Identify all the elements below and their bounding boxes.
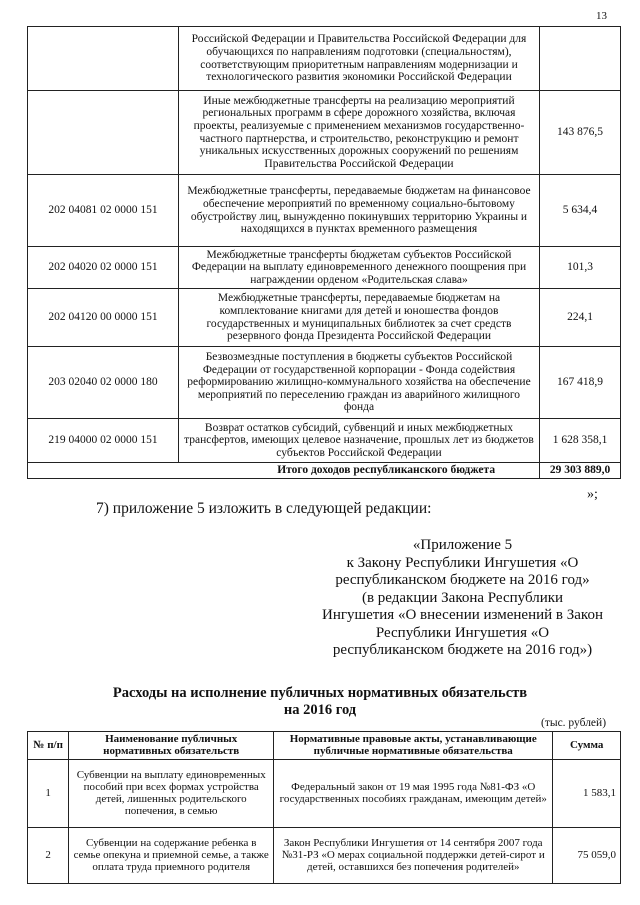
obligation-sum: 75 059,0 xyxy=(553,827,621,883)
table-header-row xyxy=(28,732,621,760)
page-number: 13 xyxy=(596,10,607,22)
income-description: Российской Федерации и Правительства Российской Федерации для обучающихся по направлениям подготовки (специальностям), соответствующим приоритетным направлениям модернизации и технологического развития экономики Российской Федерации xyxy=(178,27,539,91)
total-label: Итого доходов республиканского бюджета xyxy=(28,463,540,479)
table-row xyxy=(28,827,621,883)
table-row xyxy=(28,91,621,175)
units-label: (тыс. рублей) xyxy=(541,717,607,729)
income-description: Межбюджетные трансферты, передаваемые бюджетам на комплектование книгами для детей и юношества фондов государственных и муниципальных библиотек за счет средств резервного фонда Президента Российской Федерации xyxy=(178,289,539,347)
table-row xyxy=(28,289,621,347)
section-title-line: на 2016 год xyxy=(283,702,357,718)
section-title xyxy=(0,685,640,719)
appendix-header xyxy=(300,537,625,660)
income-amount: 224,1 xyxy=(540,289,621,347)
section-title-line: Расходы на исполнение публичных нормативных обязательств xyxy=(112,685,528,701)
header-name: Наименование публичных нормативных обязательств xyxy=(69,732,274,760)
obligation-name: Субвенции на выплату единовременных пособий при всех формах устройства детей, лишенных родительского попечения, в семью xyxy=(69,759,274,827)
row-num: 2 xyxy=(28,827,69,883)
income-amount: 167 418,9 xyxy=(540,347,621,419)
income-description: Иные межбюджетные трансферты на реализацию мероприятий региональных программ в сфере дорожного хозяйства, включая проекты, реализуемые с применением механизмов государственно-частного партнерства, и строительство, реконструкцию и ремонт уникальных искусственных дорожных сооружений по решениям Правительства Российской Федерации xyxy=(178,91,539,175)
budget-code: 219 04000 02 0000 151 xyxy=(28,419,179,463)
income-description: Возврат остатков субсидий, субвенций и иных межбюджетных трансфертов, имеющих целевое назначение, прошлых лет из бюджетов субъектов Российской Федерации xyxy=(178,419,539,463)
legal-acts: Закон Республики Ингушетия от 14 сентября 2007 года №31-РЗ «О мерах социальной поддержки детей-сирот и детей, оставшихся без попечения родителей» xyxy=(274,827,553,883)
budget-code: 203 02040 02 0000 180 xyxy=(28,347,179,419)
table-row xyxy=(28,27,621,91)
income-amount: 1 628 358,1 xyxy=(540,419,621,463)
total-amount: 29 303 889,0 xyxy=(540,463,621,479)
budget-code: 202 04120 00 0000 151 xyxy=(28,289,179,347)
total-row xyxy=(28,463,621,479)
income-table xyxy=(27,26,621,479)
appendix-line: к Закону Республики Ингушетия «О xyxy=(346,554,579,571)
budget-code xyxy=(28,91,179,175)
appendix-line: республиканском бюджете на 2016 год» xyxy=(335,572,590,588)
header-acts: Нормативные правовые акты, устанавливающие публичные нормативные обязательства xyxy=(274,732,553,760)
budget-code xyxy=(28,27,179,91)
table-row xyxy=(28,247,621,289)
legal-acts: Федеральный закон от 19 мая 1995 года №81-ФЗ «О государственных пособиях гражданам, имеющим детей» xyxy=(274,759,553,827)
header-num: № п/п xyxy=(28,732,69,760)
table-row xyxy=(28,175,621,247)
income-amount: 5 634,4 xyxy=(540,175,621,247)
budget-code: 202 04020 02 0000 151 xyxy=(28,247,179,289)
income-description: Межбюджетные трансферты бюджетам субъектов Российской Федерации на выплату единовременного денежного поощрения при награждении орденом «Родительская слава» xyxy=(178,247,539,289)
table-row xyxy=(28,347,621,419)
appendix-line: «Приложение 5 xyxy=(412,537,513,553)
income-amount: 143 876,5 xyxy=(540,91,621,175)
appendix-line: Ингушетия «О внесении изменений в Закон xyxy=(322,607,603,623)
row-num: 1 xyxy=(28,759,69,827)
obligation-name: Субвенции на содержание ребенка в семье опекуна и приемной семье, а также оплата труда приемного родителя xyxy=(69,827,274,883)
income-description: Безвозмездные поступления в бюджеты субъектов Российской Федерации от государственной корпорации - Фонда содействия реформированию жилищно-коммунального хозяйства на обеспечение мероприятий по переселению граждан из аварийного жилищного фонда xyxy=(178,347,539,419)
appendix-line: Республики Ингушетия «О xyxy=(375,624,550,641)
income-amount: 101,3 xyxy=(540,247,621,289)
budget-code: 202 04081 02 0000 151 xyxy=(28,175,179,247)
table-row xyxy=(28,759,621,827)
table-row xyxy=(28,419,621,463)
closing-quote: »; xyxy=(587,487,598,502)
appendix-line: республиканском бюджете на 2016 год») xyxy=(332,642,593,658)
obligations-table xyxy=(27,731,621,884)
amendment-instruction: 7) приложение 5 изложить в следующей редакции: xyxy=(96,500,432,517)
income-amount xyxy=(540,27,621,91)
header-sum: Сумма xyxy=(553,732,621,760)
income-description: Межбюджетные трансферты, передаваемые бюджетам на финансовое обеспечение мероприятий по временному социально-бытовому обустройству лиц, вынужденно покинувших территорию Украины и находящихся в пунктах временного размещения xyxy=(178,175,539,247)
obligation-sum: 1 583,1 xyxy=(553,759,621,827)
appendix-line: (в редакции Закона Республики xyxy=(361,589,564,606)
